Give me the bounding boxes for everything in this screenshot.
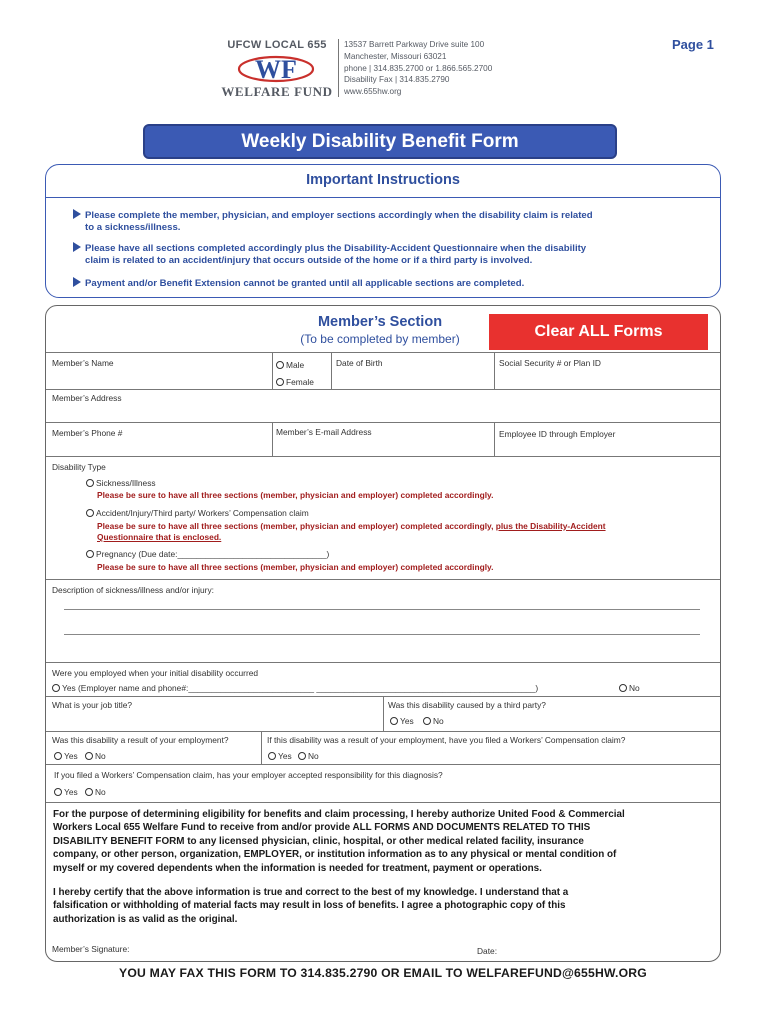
- accident-radio[interactable]: [86, 509, 94, 517]
- header-divider: [338, 39, 339, 97]
- description-label: Description of sickness/illness and/or injury:: [52, 585, 214, 595]
- employment-result-no-option[interactable]: No: [85, 751, 106, 761]
- job-title-label: What is your job title?: [52, 700, 133, 710]
- row-divider: [46, 764, 720, 765]
- employer-accepted-label: If you filed a Workers’ Compensation claim, has your employer accepted responsibility for this diagnosis?: [54, 770, 443, 780]
- sickness-option[interactable]: Sickness/Illness: [86, 478, 156, 488]
- logo-bottom-text: WELFARE FUND: [221, 84, 333, 99]
- instructions-heading: Important Instructions: [306, 172, 460, 188]
- column-divider: [272, 422, 273, 456]
- row-divider: [46, 579, 720, 580]
- address-line: www.655hw.org: [344, 87, 402, 97]
- sickness-radio[interactable]: [86, 479, 94, 487]
- member-email-label: Member’s E-mail Address: [276, 427, 372, 437]
- row-divider: [46, 456, 720, 457]
- footer-fax-email: YOU MAY FAX THIS FORM TO 314.835.2790 OR EMAIL TO WELFAREFUND@655HW.ORG: [119, 966, 647, 980]
- column-divider: [494, 352, 495, 389]
- page-number: Page 1: [672, 37, 714, 52]
- ssn-label: Social Security # or Plan ID: [499, 358, 601, 368]
- logo-top-text: UFCW LOCAL 655: [227, 39, 327, 51]
- description-line-2[interactable]: [64, 634, 700, 635]
- column-divider: [261, 731, 262, 764]
- row-divider: [46, 352, 720, 353]
- sickness-warning: Please be sure to have all three sections (member, physician and employer) completed accordingly.: [97, 490, 494, 500]
- pregnancy-option[interactable]: Pregnancy (Due date:________________________________): [86, 549, 329, 559]
- triangle-bullet-icon: [73, 242, 81, 252]
- dob-label: Date of Birth: [336, 358, 383, 368]
- instruction-bullet: Payment and/or Benefit Extension cannot be granted until all applicable sections are completed.: [73, 277, 713, 290]
- column-divider: [331, 352, 332, 389]
- employment-result-yes-option[interactable]: Yes: [54, 751, 78, 761]
- address-block: [344, 39, 492, 98]
- gender-female-option[interactable]: Female: [276, 377, 314, 387]
- address-line: Disability Fax | 314.835.2790: [344, 75, 450, 85]
- row-divider: [46, 662, 720, 663]
- employer-accepted-no-radio[interactable]: [85, 788, 93, 796]
- accident-warning: Please be sure to have all three sections (member, physician and employer) completed accordingly, plus the Disability-Accident Questionnaire that is enclosed.: [97, 521, 606, 542]
- address-line: Manchester, Missouri 63021: [344, 51, 447, 61]
- third-party-no-option[interactable]: No: [423, 716, 444, 726]
- employer-accepted-no-option[interactable]: No: [85, 787, 106, 797]
- column-divider: [494, 422, 495, 456]
- triangle-bullet-icon: [73, 209, 81, 219]
- column-divider: [383, 696, 384, 731]
- form-title: Weekly Disability Benefit Form: [143, 124, 617, 159]
- employed-yes-radio[interactable]: [52, 684, 60, 692]
- third-party-label: Was this disability caused by a third party?: [388, 700, 546, 710]
- employment-result-yes-radio[interactable]: [54, 752, 62, 760]
- certification-paragraph: I hereby certify that the above information is true and correct to the best of my knowledge. I understand that a falsification or withholding of material facts may result in loss of benefits. I agree a photographic copy of this authorization is as valid as the original.: [53, 887, 569, 925]
- employer-accepted-yes-radio[interactable]: [54, 788, 62, 796]
- instructions-divider: [46, 197, 720, 198]
- clear-all-forms-button[interactable]: Clear ALL Forms: [489, 314, 708, 350]
- instruction-bullet: Please complete the member, physician, and employer sections accordingly when the disability claim is related to a sickness/illness.: [73, 209, 713, 233]
- workers-comp-no-option[interactable]: No: [298, 751, 319, 761]
- member-section-title: Member’s Section: [317, 314, 443, 330]
- signature-field[interactable]: [142, 954, 462, 955]
- workers-comp-yes-option[interactable]: Yes: [268, 751, 292, 761]
- welfare-fund-logo-icon: [236, 52, 316, 86]
- accident-option[interactable]: Accident/Injury/Third party/ Workers’ Compensation claim: [86, 508, 309, 518]
- pregnancy-radio[interactable]: [86, 550, 94, 558]
- male-radio[interactable]: [276, 361, 284, 369]
- member-name-label: Member’s Name: [52, 358, 114, 368]
- disability-type-label: Disability Type: [52, 462, 106, 472]
- pregnancy-warning: Please be sure to have all three sections (member, physician and employer) completed accordingly.: [97, 562, 494, 572]
- employee-id-label: Employee ID through Employer: [499, 429, 616, 439]
- female-radio[interactable]: [276, 378, 284, 386]
- employed-no-radio[interactable]: [619, 684, 627, 692]
- employment-result-label: Was this disability a result of your employment?: [52, 735, 229, 745]
- employed-label: Were you employed when your initial disability occurred: [52, 668, 259, 678]
- row-divider: [46, 389, 720, 390]
- member-signature-label: Member’s Signature:: [52, 944, 130, 954]
- date-label: Date:: [477, 946, 498, 956]
- third-party-yes-option[interactable]: Yes: [390, 716, 414, 726]
- column-divider: [272, 352, 273, 389]
- member-section-subtitle: (To be completed by member): [300, 332, 460, 346]
- triangle-bullet-icon: [73, 277, 81, 287]
- employed-no-option[interactable]: No: [619, 683, 640, 693]
- row-divider: [46, 422, 720, 423]
- address-line: phone | 314.835.2700 or 1.866.565.2700: [344, 63, 493, 73]
- authorization-paragraph: For the purpose of determining eligibility for benefits and claim processing, I hereby authorize United Food & Commercial Workers Local 655 Welfare Fund to receive from and/or provide ALL FORMS AND DOCUMENTS RELATED TO THIS DISABILITY BENEFIT FORM to any licensed physician, clinic, hospital, or other medical related facility, insurance company, or other person, organization, EMPLOYER, or institution information as to any physical or mental condition of myself or my covered dependents when the information is needed for treatment, payment or operations.: [53, 809, 625, 874]
- employment-result-no-radio[interactable]: [85, 752, 93, 760]
- workers-comp-yes-radio[interactable]: [268, 752, 276, 760]
- logo-mark-text: WF: [255, 55, 297, 84]
- member-phone-label: Member’s Phone #: [52, 428, 123, 438]
- employer-accepted-yes-option[interactable]: Yes: [54, 787, 78, 797]
- gender-male-option[interactable]: Male: [276, 360, 304, 370]
- instruction-bullet: Please have all sections completed accordingly plus the Disability-Accident Questionnaire when the disability claim is related to an accident/injury that occurs outside of the home or if a third party is involved.: [73, 242, 713, 266]
- workers-comp-no-radio[interactable]: [298, 752, 306, 760]
- row-divider: [46, 802, 720, 803]
- address-line: 13537 Barrett Parkway Drive suite 100: [344, 40, 485, 49]
- description-line-1[interactable]: [64, 609, 700, 610]
- workers-comp-label: If this disability was a result of your employment, have you filed a Workers’ Compensation claim?: [267, 735, 626, 745]
- member-address-label: Member’s Address: [52, 393, 122, 403]
- third-party-no-radio[interactable]: [423, 717, 431, 725]
- row-divider: [46, 731, 720, 732]
- employed-yes-option[interactable]: Yes (Employer name and phone#:___________________________ _______________________________________________): [52, 683, 538, 693]
- third-party-yes-radio[interactable]: [390, 717, 398, 725]
